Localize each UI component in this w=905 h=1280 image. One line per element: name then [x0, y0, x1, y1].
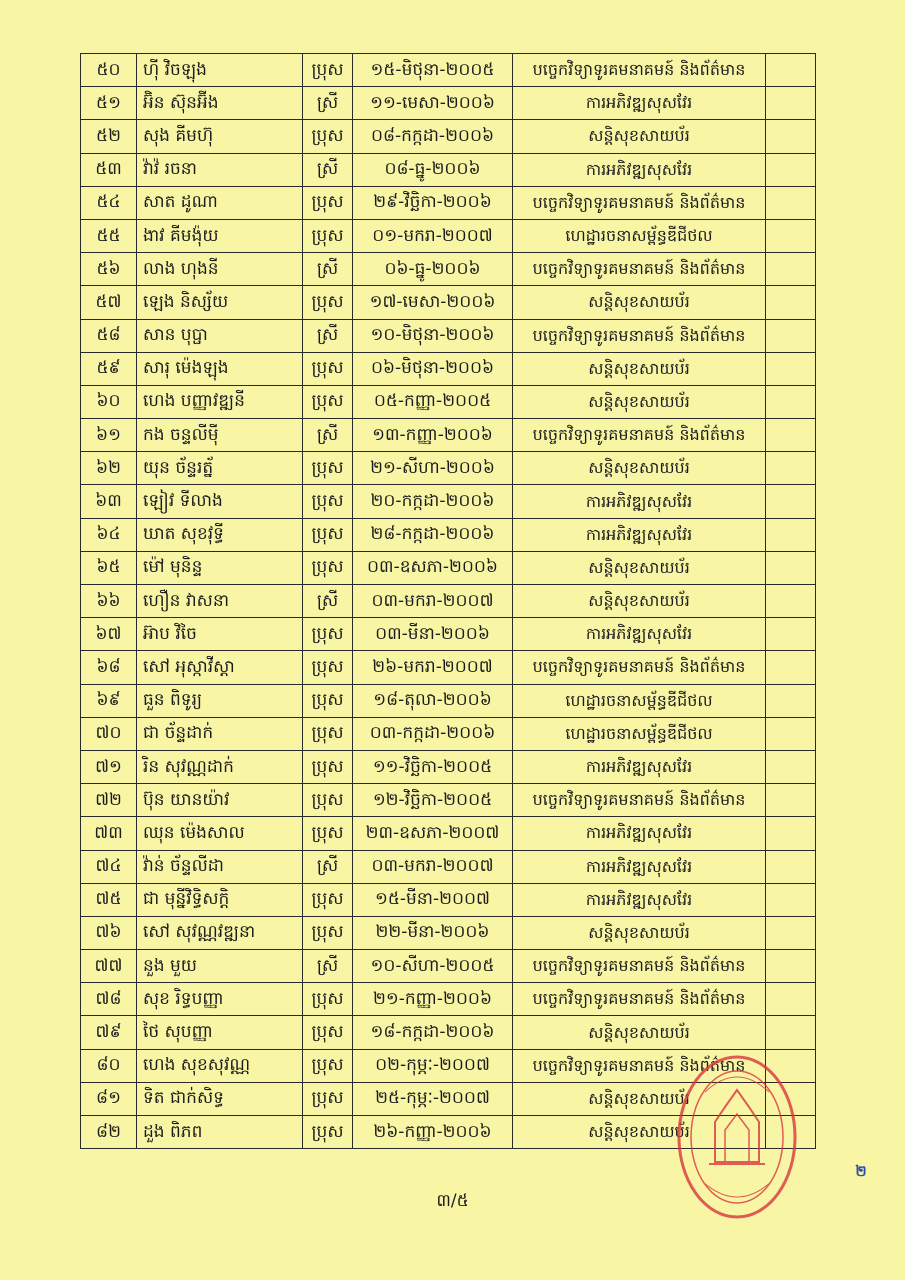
sex-cell: ស្រី — [303, 419, 353, 452]
birth-date-cell: ០៥-កញ្ញា-២០០៥ — [353, 385, 513, 418]
birth-date-cell: ០៦-មិថុនា-២០០៦ — [353, 352, 513, 385]
table-row — [81, 352, 816, 385]
note-cell — [766, 850, 816, 883]
birth-date-cell: ០៣-មករា-២០០៧ — [353, 850, 513, 883]
table-row — [81, 385, 816, 418]
sex-cell: ប្រុស — [303, 618, 353, 651]
note-cell — [766, 186, 816, 219]
major-cell: សន្តិសុខសាយប័រ — [513, 551, 766, 584]
major-cell: សន្តិសុខសាយប័រ — [513, 385, 766, 418]
table-row — [81, 120, 816, 153]
name-cell: សៅ សុវណ្ណវឌ្ឍនា — [137, 916, 303, 949]
birth-date-cell: ២១-សីហា-២០០៦ — [353, 452, 513, 485]
note-cell — [766, 983, 816, 1016]
name-cell: ធួន ពិទូរ្យ — [137, 684, 303, 717]
note-cell — [766, 419, 816, 452]
birth-date-cell: ២១-កញ្ញា-២០០៦ — [353, 983, 513, 1016]
major-cell: បច្ចេកវិទ្យាទូរគមនាគមន៍ និងព័ត៌មាន — [513, 54, 766, 87]
name-cell: សាត ដូណា — [137, 186, 303, 219]
name-cell: ជា មុន្នីវិទ្ធិសក្តិ — [137, 883, 303, 916]
major-cell: បច្ចេកវិទ្យាទូរគមនាគមន៍ និងព័ត៌មាន — [513, 319, 766, 352]
major-cell: បច្ចេកវិទ្យាទូរគមនាគមន៍ និងព័ត៌មាន — [513, 1049, 766, 1082]
note-cell — [766, 585, 816, 618]
sex-cell: ប្រុស — [303, 551, 353, 584]
birth-date-cell: ០២-កុម្ភៈ-២០០៧ — [353, 1049, 513, 1082]
birth-date-cell: ០៣-ឧសភា-២០០៦ — [353, 551, 513, 584]
major-cell: សន្តិសុខសាយប័រ — [513, 1016, 766, 1049]
name-cell: កង ចន្ទលីម៉ី — [137, 419, 303, 452]
major-cell: ការអភិវឌ្ឍសុសវែរ — [513, 883, 766, 916]
table-row — [81, 219, 816, 252]
birth-date-cell: ១៨-កក្កដា-២០០៦ — [353, 1016, 513, 1049]
birth-date-cell: ១៨-តុលា-២០០៦ — [353, 684, 513, 717]
name-cell: ឡេង និស្ស័យ — [137, 286, 303, 319]
sex-cell: ប្រុស — [303, 684, 353, 717]
row-number-cell: ៨២ — [81, 1116, 137, 1149]
table-row — [81, 54, 816, 87]
major-cell: ហេដ្ឋារចនាសម្ព័ន្ធឌីជីថល — [513, 684, 766, 717]
major-cell: ការអភិវឌ្ឍសុសវែរ — [513, 518, 766, 551]
name-cell: ហេង បញ្ញាវឌ្ឍនី — [137, 385, 303, 418]
name-cell: សាន បុប្ផា — [137, 319, 303, 352]
table-row — [81, 618, 816, 651]
row-number-cell: ៥៧ — [81, 286, 137, 319]
birth-date-cell: ១៧-មេសា-២០០៦ — [353, 286, 513, 319]
official-seal-stamp — [675, 1052, 800, 1222]
note-cell — [766, 1016, 816, 1049]
note-cell — [766, 518, 816, 551]
row-number-cell: ៦៩ — [81, 684, 137, 717]
name-cell: ថៃ សុបញ្ញា — [137, 1016, 303, 1049]
major-cell: បច្ចេកវិទ្យាទូរគមនាគមន៍ និងព័ត៌មាន — [513, 186, 766, 219]
name-cell: រិន សុវណ្ណដាក់ — [137, 750, 303, 783]
note-cell — [766, 352, 816, 385]
birth-date-cell: ០១-មករា-២០០៧ — [353, 219, 513, 252]
table-row — [81, 153, 816, 186]
note-cell — [766, 286, 816, 319]
sex-cell: ប្រុស — [303, 883, 353, 916]
sex-cell: ស្រី — [303, 153, 353, 186]
sex-cell: ស្រី — [303, 850, 353, 883]
row-number-cell: ៧៩ — [81, 1016, 137, 1049]
name-cell: សុង គីមហ៊ុ — [137, 120, 303, 153]
sex-cell: ប្រុស — [303, 1049, 353, 1082]
row-number-cell: ៦១ — [81, 419, 137, 452]
name-cell: ដួង ពិភព — [137, 1116, 303, 1149]
note-cell — [766, 485, 816, 518]
roster-body — [81, 54, 816, 1149]
table-row — [81, 253, 816, 286]
table-row — [81, 419, 816, 452]
note-cell — [766, 684, 816, 717]
note-cell — [766, 319, 816, 352]
sex-cell: ស្រី — [303, 87, 353, 120]
name-cell: ហេង សុខសុវណ្ណ — [137, 1049, 303, 1082]
birth-date-cell: ១១-មេសា-២០០៦ — [353, 87, 513, 120]
table-row — [81, 750, 816, 783]
major-cell: សន្តិសុខសាយប័រ — [513, 916, 766, 949]
row-number-cell: ៦៣ — [81, 485, 137, 518]
birth-date-cell: ០៦-ធ្នូ-២០០៦ — [353, 253, 513, 286]
note-cell — [766, 883, 816, 916]
note-cell — [766, 551, 816, 584]
major-cell: ការអភិវឌ្ឍសុសវែរ — [513, 87, 766, 120]
table-row — [81, 717, 816, 750]
sex-cell: ប្រុស — [303, 120, 353, 153]
sex-cell: ប្រុស — [303, 1082, 353, 1115]
row-number-cell: ៧០ — [81, 717, 137, 750]
note-cell — [766, 120, 816, 153]
birth-date-cell: ១៥-មិថុនា-២០០៥ — [353, 54, 513, 87]
row-number-cell: ៧២ — [81, 784, 137, 817]
table-row — [81, 551, 816, 584]
birth-date-cell: ២៣-ឧសភា-២០០៧ — [353, 817, 513, 850]
table-row — [81, 983, 816, 1016]
major-cell: ការអភិវឌ្ឍសុសវែរ — [513, 817, 766, 850]
table-row — [81, 1016, 816, 1049]
row-number-cell: ៧៧ — [81, 950, 137, 983]
row-number-cell: ៨០ — [81, 1049, 137, 1082]
table-row — [81, 87, 816, 120]
sex-cell: ប្រុស — [303, 817, 353, 850]
table-row — [81, 883, 816, 916]
row-number-cell: ៨១ — [81, 1082, 137, 1115]
sex-cell: ប្រុស — [303, 1016, 353, 1049]
name-cell: ងាវ គីមង៉ុយ — [137, 219, 303, 252]
note-cell — [766, 153, 816, 186]
major-cell: ហេដ្ឋារចនាសម្ព័ន្ធឌីជីថល — [513, 717, 766, 750]
sex-cell: ប្រុស — [303, 651, 353, 684]
sex-cell: ប្រុស — [303, 54, 353, 87]
birth-date-cell: ២៦-កញ្ញា-២០០៦ — [353, 1116, 513, 1149]
sex-cell: ប្រុស — [303, 717, 353, 750]
row-number-cell: ៥៥ — [81, 219, 137, 252]
row-number-cell: ៦៦ — [81, 585, 137, 618]
birth-date-cell: ២៥-កុម្ភៈ-២០០៧ — [353, 1082, 513, 1115]
row-number-cell: ៧៦ — [81, 916, 137, 949]
sex-cell: ប្រុស — [303, 452, 353, 485]
name-cell: សារុ ម៉េងឡុង — [137, 352, 303, 385]
row-number-cell: ៧១ — [81, 750, 137, 783]
birth-date-cell: ១៣-កញ្ញា-២០០៦ — [353, 419, 513, 452]
row-number-cell: ៦៤ — [81, 518, 137, 551]
name-cell: វ៉ាន់ ច័ន្ទលីដា — [137, 850, 303, 883]
note-cell — [766, 950, 816, 983]
sex-cell: ប្រុស — [303, 784, 353, 817]
name-cell: ឈុន ម៉េងសាល — [137, 817, 303, 850]
birth-date-cell: ២៩-វិច្ឆិកា-២០០៦ — [353, 186, 513, 219]
sex-cell: ស្រី — [303, 253, 353, 286]
birth-date-cell: ២៨-កក្កដា-២០០៦ — [353, 518, 513, 551]
row-number-cell: ៦០ — [81, 385, 137, 418]
birth-date-cell: ១០-សីហា-២០០៥ — [353, 950, 513, 983]
row-number-cell: ៧៥ — [81, 883, 137, 916]
note-cell — [766, 54, 816, 87]
row-number-cell: ៥៨ — [81, 319, 137, 352]
birth-date-cell: ១៥-មីនា-២០០៧ — [353, 883, 513, 916]
major-cell: បច្ចេកវិទ្យាទូរគមនាគមន៍ និងព័ត៌មាន — [513, 651, 766, 684]
major-cell: បច្ចេកវិទ្យាទូរគមនាគមន៍ និងព័ត៌មាន — [513, 253, 766, 286]
major-cell: បច្ចេកវិទ្យាទូរគមនាគមន៍ និងព័ត៌មាន — [513, 983, 766, 1016]
name-cell: ហឿន វាសនា — [137, 585, 303, 618]
major-cell: សន្តិសុខសាយប័រ — [513, 585, 766, 618]
row-number-cell: ៥៣ — [81, 153, 137, 186]
table-row — [81, 319, 816, 352]
table-row — [81, 684, 816, 717]
birth-date-cell: ០៣-មីនា-២០០៦ — [353, 618, 513, 651]
sex-cell: ស្រី — [303, 585, 353, 618]
note-cell — [766, 916, 816, 949]
name-cell: អ៊ាប វិចៃ — [137, 618, 303, 651]
birth-date-cell: ០៨-ធ្នូ-២០០៦ — [353, 153, 513, 186]
page-number: ៣/៥ — [436, 1191, 469, 1211]
row-number-cell: ៥៩ — [81, 352, 137, 385]
name-cell: ឡៀវ ទីលាង — [137, 485, 303, 518]
major-cell: សន្តិសុខសាយប័រ — [513, 1082, 766, 1115]
row-number-cell: ៧៣ — [81, 817, 137, 850]
major-cell: សន្តិសុខសាយប័រ — [513, 286, 766, 319]
sex-cell: ប្រុស — [303, 385, 353, 418]
sex-cell: ប្រុស — [303, 750, 353, 783]
birth-date-cell: ១២-វិច្ឆិកា-២០០៥ — [353, 784, 513, 817]
note-cell — [766, 452, 816, 485]
sex-cell: ស្រី — [303, 319, 353, 352]
name-cell: ឃាត សុខវុទ្ធី — [137, 518, 303, 551]
name-cell: ជា ច័ន្ទដាក់ — [137, 717, 303, 750]
table-row — [81, 485, 816, 518]
sex-cell: ប្រុស — [303, 1116, 353, 1149]
birth-date-cell: ២២-មីនា-២០០៦ — [353, 916, 513, 949]
birth-date-cell: ០៣-មករា-២០០៧ — [353, 585, 513, 618]
major-cell: បច្ចេកវិទ្យាទូរគមនាគមន៍ និងព័ត៌មាន — [513, 950, 766, 983]
table-row — [81, 186, 816, 219]
row-number-cell: ៦២ — [81, 452, 137, 485]
name-cell: ហ៊ី វិចឡុង — [137, 54, 303, 87]
note-cell — [766, 219, 816, 252]
major-cell: ការអភិវឌ្ឍសុសវែរ — [513, 485, 766, 518]
table-row — [81, 651, 816, 684]
student-roster-table — [80, 53, 816, 1149]
major-cell: ការអភិវឌ្ឍសុសវែរ — [513, 153, 766, 186]
note-cell — [766, 817, 816, 850]
note-cell — [766, 784, 816, 817]
sex-cell: ប្រុស — [303, 916, 353, 949]
note-cell — [766, 717, 816, 750]
note-cell — [766, 87, 816, 120]
table-row — [81, 784, 816, 817]
major-cell: សន្តិសុខសាយប័រ — [513, 120, 766, 153]
table-row — [81, 950, 816, 983]
major-cell: សន្តិសុខសាយប័រ — [513, 1116, 766, 1149]
name-cell: សុខ រិទ្ធបញ្ញា — [137, 983, 303, 1016]
sex-cell: ប្រុស — [303, 286, 353, 319]
sex-cell: ស្រី — [303, 950, 353, 983]
sex-cell: ប្រុស — [303, 186, 353, 219]
sex-cell: ប្រុស — [303, 983, 353, 1016]
name-cell: លាង ហុងនី — [137, 253, 303, 286]
row-number-cell: ៥៤ — [81, 186, 137, 219]
note-cell — [766, 618, 816, 651]
birth-date-cell: ២៦-មករា-២០០៧ — [353, 651, 513, 684]
major-cell: ការអភិវឌ្ឍសុសវែរ — [513, 618, 766, 651]
row-number-cell: ៥១ — [81, 87, 137, 120]
birth-date-cell: ១០-មិថុនា-២០០៦ — [353, 319, 513, 352]
sex-cell: ប្រុស — [303, 518, 353, 551]
major-cell: បច្ចេកវិទ្យាទូរគមនាគមន៍ និងព័ត៌មាន — [513, 419, 766, 452]
major-cell: សន្តិសុខសាយប័រ — [513, 352, 766, 385]
note-cell — [766, 253, 816, 286]
name-cell: យុន ច័ន្ទរត្ន័ — [137, 452, 303, 485]
table-row — [81, 916, 816, 949]
table-row — [81, 850, 816, 883]
major-cell: បច្ចេកវិទ្យាទូរគមនាគមន៍ និងព័ត៌មាន — [513, 784, 766, 817]
sex-cell: ប្រុស — [303, 485, 353, 518]
name-cell: អ៊ិន ស៊ុនអ៊ីង — [137, 87, 303, 120]
row-number-cell: ៥៦ — [81, 253, 137, 286]
name-cell: វ៉ាវ៉ រចនា — [137, 153, 303, 186]
note-cell — [766, 750, 816, 783]
row-number-cell: ៦៧ — [81, 618, 137, 651]
side-mark: ២ — [855, 1162, 867, 1180]
major-cell: ហេដ្ឋារចនាសម្ព័ន្ធឌីជីថល — [513, 219, 766, 252]
table-row — [81, 452, 816, 485]
row-number-cell: ៦៨ — [81, 651, 137, 684]
row-number-cell: ៧៤ — [81, 850, 137, 883]
major-cell: ការអភិវឌ្ឍសុសវែរ — [513, 850, 766, 883]
birth-date-cell: ១១-វិច្ឆិកា-២០០៥ — [353, 750, 513, 783]
sex-cell: ប្រុស — [303, 219, 353, 252]
table-row — [81, 518, 816, 551]
sex-cell: ប្រុស — [303, 352, 353, 385]
birth-date-cell: ២០-កក្កដា-២០០៦ — [353, 485, 513, 518]
row-number-cell: ៧៨ — [81, 983, 137, 1016]
note-cell — [766, 385, 816, 418]
birth-date-cell: ០៨-កក្កដា-២០០៦ — [353, 120, 513, 153]
major-cell: សន្តិសុខសាយប័រ — [513, 452, 766, 485]
name-cell: នួង មួយ — [137, 950, 303, 983]
birth-date-cell: ០៣-កក្កដា-២០០៦ — [353, 717, 513, 750]
name-cell: ម៉ៅ មុនិន្ទ — [137, 551, 303, 584]
name-cell: ទិត ជាក់សិទ្ធ — [137, 1082, 303, 1115]
row-number-cell: ៥២ — [81, 120, 137, 153]
table-row — [81, 817, 816, 850]
name-cell: ប៊ុន យានយ៉ាវ — [137, 784, 303, 817]
table-row — [81, 286, 816, 319]
note-cell — [766, 651, 816, 684]
row-number-cell: ៦៥ — [81, 551, 137, 584]
table-row — [81, 585, 816, 618]
major-cell: ការអភិវឌ្ឍសុសវែរ — [513, 750, 766, 783]
row-number-cell: ៥០ — [81, 54, 137, 87]
name-cell: សៅ អុស្កាវីស្តា — [137, 651, 303, 684]
